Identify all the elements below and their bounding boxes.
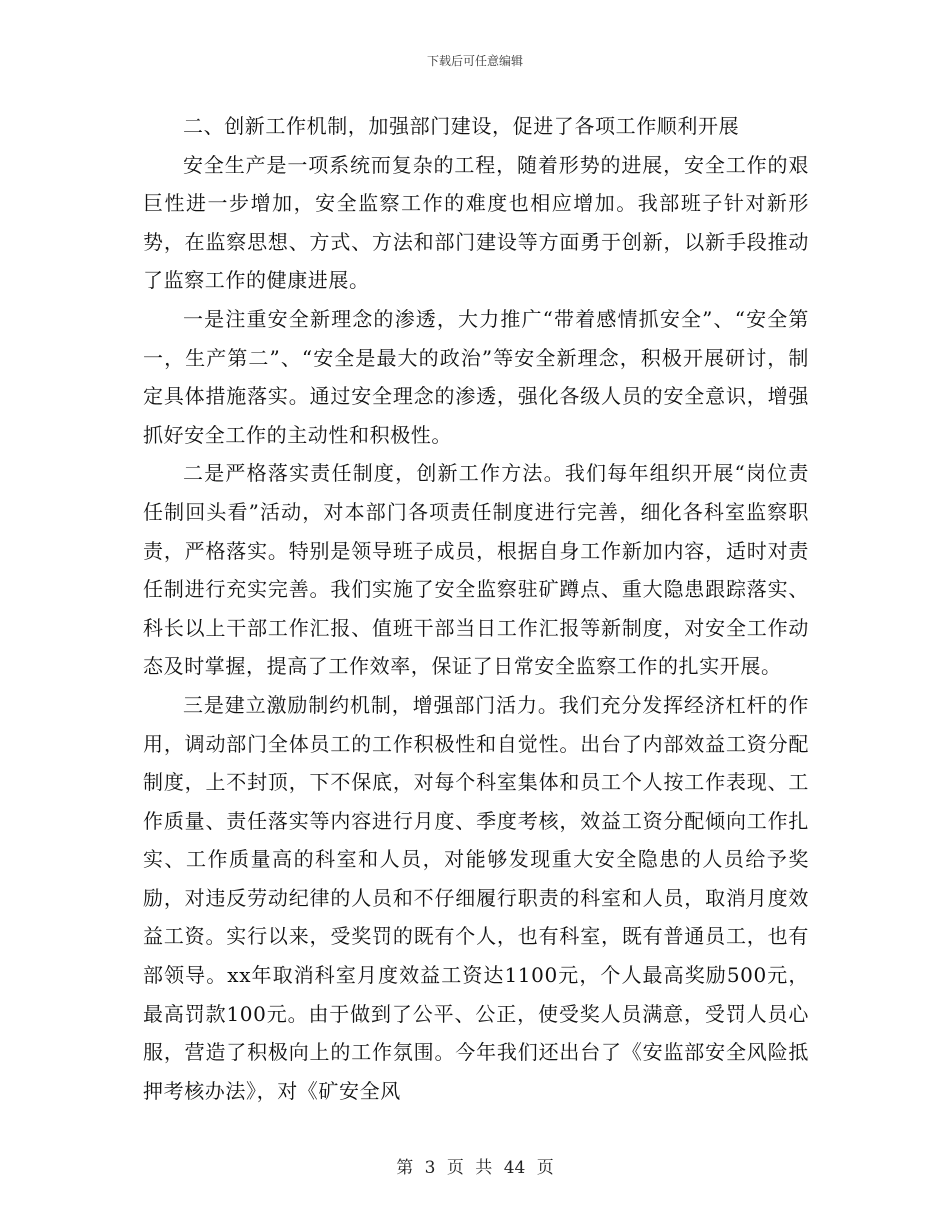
paragraph-point-two: 二是严格落实责任制度，创新工作方法。我们每年组织开展“岗位责任制回头看”活动，对本部门各项责任制度进行完善，细化各科室监察职责，严格落实。特别是领导班子成员，根据自身工作新加内容，适时对责任制进行充实完善。我们实施了安全监察驻矿蹲点、重大隐患跟踪落实、科长以上干部工作汇报、值班干部当日工作汇报等新制度，对安全工作动态及时掌握，提高了工作效率，保证了日常安全监察工作的扎实开展。 bbox=[143, 461, 809, 679]
paragraph-point-three: 三是建立激励制约机制，增强部门活力。我们充分发挥经济杠杆的作用，调动部门全体员工的工作积极性和自觉性。出台了内部效益工资分配制度，上不封顶，下不保底，对每个科室集体和员工个人按工作表现、工作质量、责任落实等内容进行月度、季度考核，效益工资分配倾向工作扎实、工作质量高的科室和人员，对能够发现重大安全隐患的人员给予奖励，对违反劳动纪律的人员和不仔细履行职责的科室和人员，取消月度效益工资。实行以来，受奖罚的既有个人，也有科室，既有普通员工，也有部领导。xx年取消科室月度效益工资达1100元，个人最高奖励500元，最高罚款100元。由于做到了公平、公正，使受奖人员满意，受罚人员心服，营造了积极向上的工作氛围。今年我们还出台了《安监部安全风险抵押考核办法》，对《矿安全风 bbox=[143, 692, 809, 1103]
document-body bbox=[143, 107, 809, 1110]
paragraph-intro: 安全生产是一项系统而复杂的工程，随着形势的进展，安全工作的艰巨性进一步增加，安全监察工作的难度也相应增加。我部班子针对新形势，在监察思想、方式、方法和部门建设等方面勇于创新，以新手段推动了监察工作的健康进展。 bbox=[143, 152, 809, 293]
page-header-note: 下载后可任意编辑 bbox=[426, 54, 523, 68]
paragraph-point-one: 一是注重安全新理念的渗透，大力推广“带着感情抓安全”、“安全第一，生产第二”、“安全是最大的政治”等安全新理念，积极开展研讨，制定具体措施落实。通过安全理念的渗透，强化各级人员的安全意识，增强抓好安全工作的主动性和积极性。 bbox=[143, 306, 809, 447]
section-heading: 二、创新工作机制，加强部门建设，促进了各项工作顺利开展 bbox=[183, 114, 740, 138]
page-number-footer: 第 3 页 共 44 页 bbox=[396, 1158, 554, 1178]
